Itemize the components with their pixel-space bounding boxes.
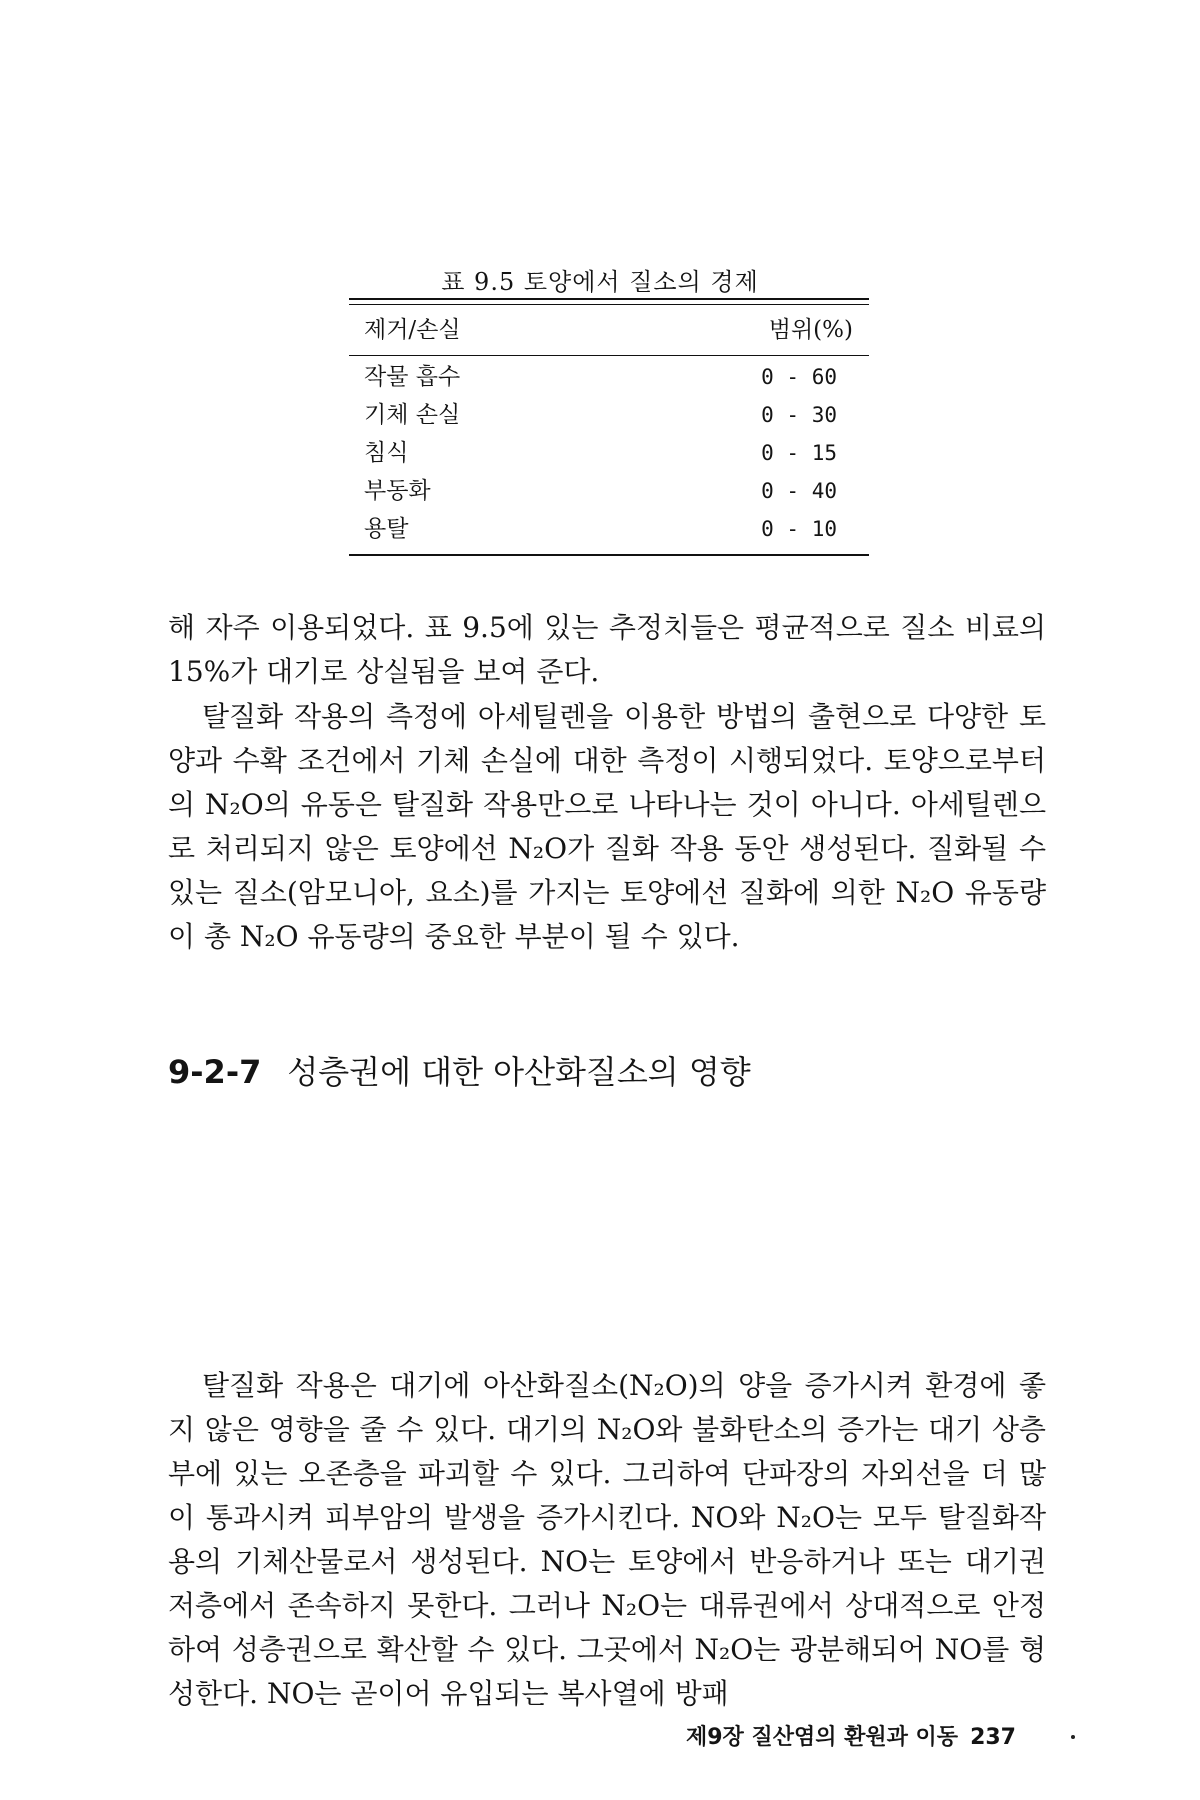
table-header-left: 제거/손실 (364, 317, 461, 343)
scan-dot (1071, 1735, 1075, 1739)
page-footer (686, 1720, 1016, 1751)
table-row (349, 510, 869, 548)
table-bottom-rule (349, 554, 869, 556)
table-row (349, 396, 869, 434)
table-row-value: 0 - 10 (761, 517, 837, 541)
table-caption: 표 9.5 토양에서 질소의 경제 (441, 268, 759, 296)
table-row-label: 기체 손실 (364, 402, 461, 428)
section-title: 성층권에 대한 아산화질소의 영향 (287, 1053, 751, 1091)
table-row-label: 부동화 (364, 478, 431, 504)
paragraph-3: 탈질화 작용은 대기에 아산화질소(N₂O)의 양을 증가시켜 환경에 좋지 않은 영향을 줄 수 있다. 대기의 N₂O와 불화탄소의 증가는 대기 상층부에 있는 오존층을 파괴할 수 있다. 그리하여 단파장의 자외선을 더 많이 통과시켜 피부암의 발생을 증가시킨다. NO와 N₂O는 모두 탈질화작용의 기체산물로서 생성된다. NO는 토양에서 반응하거나 또는 대기권 저층에서 존속하지 못한다. 그러나 N₂O는 대류권에서 상대적으로 안정하여 성층권으로 확산할 수 있다. 그곳에서 N₂O는 광분해되어 NO를 형성한다. NO는 곧이어 유입되는 복사열에 방패 (168, 1369, 1046, 1710)
table-row (349, 358, 869, 396)
table-row (349, 472, 869, 510)
table-row-value: 0 - 60 (761, 365, 837, 389)
paragraph-1: 해 자주 이용되었다. 표 9.5에 있는 추정치들은 평균적으로 질소 비료의 15%가 대기로 상실됨을 보여 준다. (168, 611, 1046, 688)
table-row-label: 침식 (364, 440, 409, 466)
table-header-row (349, 305, 869, 355)
table-row (349, 434, 869, 472)
table-row-value: 0 - 40 (761, 479, 837, 503)
table-body (349, 356, 869, 554)
table-row-value: 0 - 30 (761, 403, 837, 427)
table-header-right: 범위(%) (768, 317, 853, 343)
section-heading (168, 1047, 751, 1093)
table-row-label: 작물 흡수 (364, 364, 461, 390)
table-row-label: 용탈 (364, 516, 409, 542)
table-top-rule (349, 298, 869, 305)
chapter-title: 제9장 질산염의 환원과 이동 (686, 1725, 959, 1750)
nitrogen-budget-table (349, 298, 869, 556)
paragraph-2: 탈질화 작용의 측정에 아세틸렌을 이용한 방법의 출현으로 다양한 토양과 수확 조건에서 기체 손실에 대한 측정이 시행되었다. 토양으로부터의 N₂O의 유동은 탈질화 작용만으로 나타나는 것이 아니다. 아세틸렌으로 처리되지 않은 토양에선 N₂O가 질화 작용 동안 생성된다. 질화될 수 있는 질소(암모니아, 요소)를 가지는 토양에선 질화에 의한 N₂O 유동량이 총 N₂O 유동량의 중요한 부분이 될 수 있다. (168, 700, 1046, 953)
page-number: 237 (970, 1725, 1016, 1750)
table-row-value: 0 - 15 (761, 441, 837, 465)
section-number: 9-2-7 (168, 1053, 262, 1091)
